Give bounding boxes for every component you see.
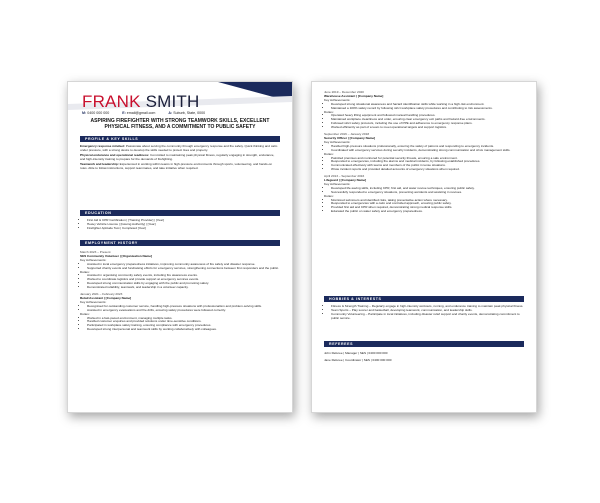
duty-item: • Educated the public on water safety and emergency preparedness. (331, 210, 524, 214)
achievement-item: • Maintained a 100% safety record by following strict workplace safety procedures and contributing to risk assessments. (331, 107, 524, 111)
duty-item: • Assisted in organising community safety events, including fire awareness events. (87, 274, 280, 278)
job-title: Security Officer | [Company Name] (324, 135, 376, 140)
achievement-item: • Coordinated with emergency services during security incidents, demonstrating strong communication and crisis management skills. (331, 149, 524, 153)
achievements-label: Key Achievements: (324, 181, 351, 186)
resume-page-1 (67, 81, 293, 413)
duty-item: • Worked efficiently as part of a team to meet operational targets and support logistics. (331, 126, 524, 130)
achievement-item: • Supported charity events and fundraising efforts for emergency services, strengthening connections between first responders and the public. (87, 267, 280, 271)
duty-item: • Demonstrated reliability, teamwork, and leadership in a volunteer capacity. (87, 286, 280, 290)
employment-page1 (80, 251, 280, 332)
profile-item: Physical endurance and operational readiness: Committed to maintaining peak physical fitness, regularly engaging in strength, endurance, and high-intensity training to prepare for the demands of firefighting. (80, 153, 275, 161)
duty-item: • Wrote incident reports and provided detailed accounts of emergency situations when required. (331, 168, 524, 172)
phone: M: 0400 000 000 (82, 111, 110, 115)
education-item: • Heavy Vehicle Licence | [Issuing Authority] | [Year] (87, 223, 280, 227)
first-name: FRANK (82, 92, 141, 111)
job-title: Warehouse Assistant | [Company Name] (324, 93, 384, 98)
job-dates: January 2021 – February 2023 (80, 292, 123, 297)
achievement-item: • Assisted in emergency evacuations and fire drills, ensuring safety procedures were followed correctly. (87, 309, 280, 313)
duty-item: • Followed strict safety protocols, including the use of PPE and adherence to emergency response plans. (331, 122, 524, 126)
hobby-item: • Fitness & Strength Training – Regularly engage in high-intensity workouts, running, and endurance training to maintain peak physical fitness. (331, 305, 524, 309)
duty-item: • Patrolled premises and monitored for potential security threats, ensuring a safe environment. (331, 157, 524, 161)
duties-label: Duties: (324, 109, 334, 114)
duties-label: Duties: (80, 269, 90, 274)
achievement-item: • Assisted in local emergency preparedness initiatives, improving community awareness of fire safety and disaster response. (87, 263, 280, 267)
profile-text (80, 145, 280, 172)
duty-item: • Responded to emergencies with a calm and controlled approach, ensuring public safety. (331, 202, 524, 206)
hobby-item: • Team Sports – Play soccer and basketball, developing teamwork, communication, and leadership skills. (331, 309, 524, 313)
section-heading-education: EDUCATION (80, 210, 280, 216)
duty-item: • Developed strong interpersonal and teamwork skills by working collaboratively with colleagues. (87, 328, 280, 332)
section-heading-hobbies: HOBBIES & INTERESTS (324, 296, 524, 302)
resume-page-2 (311, 81, 537, 413)
job-title: Lifeguard | [Company Name] (324, 178, 367, 183)
duties-label: Duties: (324, 151, 334, 156)
duty-item: • Monitored swimmers and identified risks, taking preventative action where necessary. (331, 199, 524, 203)
duty-item: • Responded to emergencies, including fire alarms and medical incidents, by following established procedures. (331, 160, 524, 164)
achievement-item: • Handled high-pressure situations professionally, ensuring the safety of patrons and responding to emergency incidents. (331, 145, 524, 149)
achievement-item: • Developed strong situational awareness and hazard identification skills while working in a high-risk environment. (331, 103, 524, 107)
education-item: • Firefighter Aptitude Test | Completed [Year] (87, 227, 280, 231)
last-name: SMITH (145, 92, 200, 111)
hobbies-list (324, 305, 524, 321)
section-heading-referees: REFEREES (324, 341, 524, 347)
duty-item: • Maintained workplace cleanliness and order, ensuring clear emergency exit paths and hazard-free environments. (331, 118, 524, 122)
job-title: Retail Assistant | [Company Name] (80, 295, 132, 300)
achievements-label: Key Achievements: (80, 257, 107, 262)
headline: ASPIRING FIREFIGHTER WITH STRONG TEAMWORK SKILLS, EXCELLENT PHYSICAL FITNESS, AND A COMMITMENT TO PUBLIC SAFETY (90, 118, 270, 130)
section-heading-employment: EMPLOYMENT HISTORY (80, 240, 280, 246)
duty-item: • Operated heavy lifting equipment and followed manual handling procedures. (331, 114, 524, 118)
duty-item: • Participated in workplace safety training, ensuring compliance with emergency procedures. (87, 324, 280, 328)
duty-item: • Developed strong communication skills by engaging with the public and promoting safety. (87, 282, 280, 286)
referee-item: Jane Referee | Coordinator | SES | 0400 000 000 (324, 357, 392, 362)
education-item: • First Aid & CPR Certification | [Training Provider] | [Year] (87, 219, 280, 223)
employment-page2 (324, 91, 524, 214)
referee-item: John Referee | Manager | SES | 0400 000 000 (324, 351, 388, 355)
job-dates: September 2016 – January 2018 (324, 132, 370, 137)
duties-label: Duties: (80, 311, 90, 316)
job-dates: April 2013 – September 2016 (324, 174, 365, 179)
duty-item: • Worked in a fast-paced environment, managing multiple tasks. (87, 317, 280, 321)
achievement-item: • Successfully responded to emergency situations, preventing accidents and assisting in rescues. (331, 191, 524, 195)
address: A: Suburb, State, 0000 (168, 111, 206, 115)
duty-item: • Handled customer enquiries and provided solutions under time-sensitive conditions. (87, 320, 280, 324)
job-title: SES Community Volunteer | [Organisation Name] (80, 253, 152, 258)
achievement-item: • Recognised for outstanding customer service, handling high-pressure situations with professionalism and problem-solving skills. (87, 305, 280, 309)
achievements-label: Key Achievements: (324, 97, 351, 102)
job-dates: June 2019 – December 2020 (324, 90, 364, 94)
hobby-item: • Community Volunteering – Participate in local initiatives, including disaster relief support and charity events, demonstrating commitment to public service. (331, 313, 524, 321)
profile-item: Emergency response mindset: Passionate about serving the community through emergency response and fire safety. Quick thinking and calm under pressure, with a strong desire to develop the skills needed to protect lives and property. (80, 144, 278, 152)
job-dates: March 2023 – Present (80, 250, 111, 254)
candidate-name (82, 92, 199, 112)
achievements-label: Key Achievements: (80, 299, 107, 304)
section-heading-profile: PROFILE & KEY SKILLS (80, 136, 280, 142)
duties-label: Duties: (324, 193, 334, 198)
contact-line (82, 111, 287, 115)
email: E: email@gmail.com (122, 111, 156, 115)
profile-item: Teamwork and leadership: Experienced in working within teams in high-pressure environments through sports, volunteering, and hands-on roles. Able to follow instructions, support teammates, and take initiative when required. (80, 162, 273, 170)
referees-list (324, 352, 524, 364)
achievements-label: Key Achievements: (324, 139, 351, 144)
duty-item: • Provided first aid and CPR when required, demonstrating strong medical response skills. (331, 206, 524, 210)
achievement-item: • Developed life-saving skills, including CPR, first aid, and water rescue techniques, ensuring public safety. (331, 187, 524, 191)
duty-item: • Communicated effectively with teams and members of the public in tense situations. (331, 164, 524, 168)
duty-item: • Worked to coordinate logistics and provide support at emergency services events. (87, 278, 280, 282)
education-list (80, 219, 280, 231)
